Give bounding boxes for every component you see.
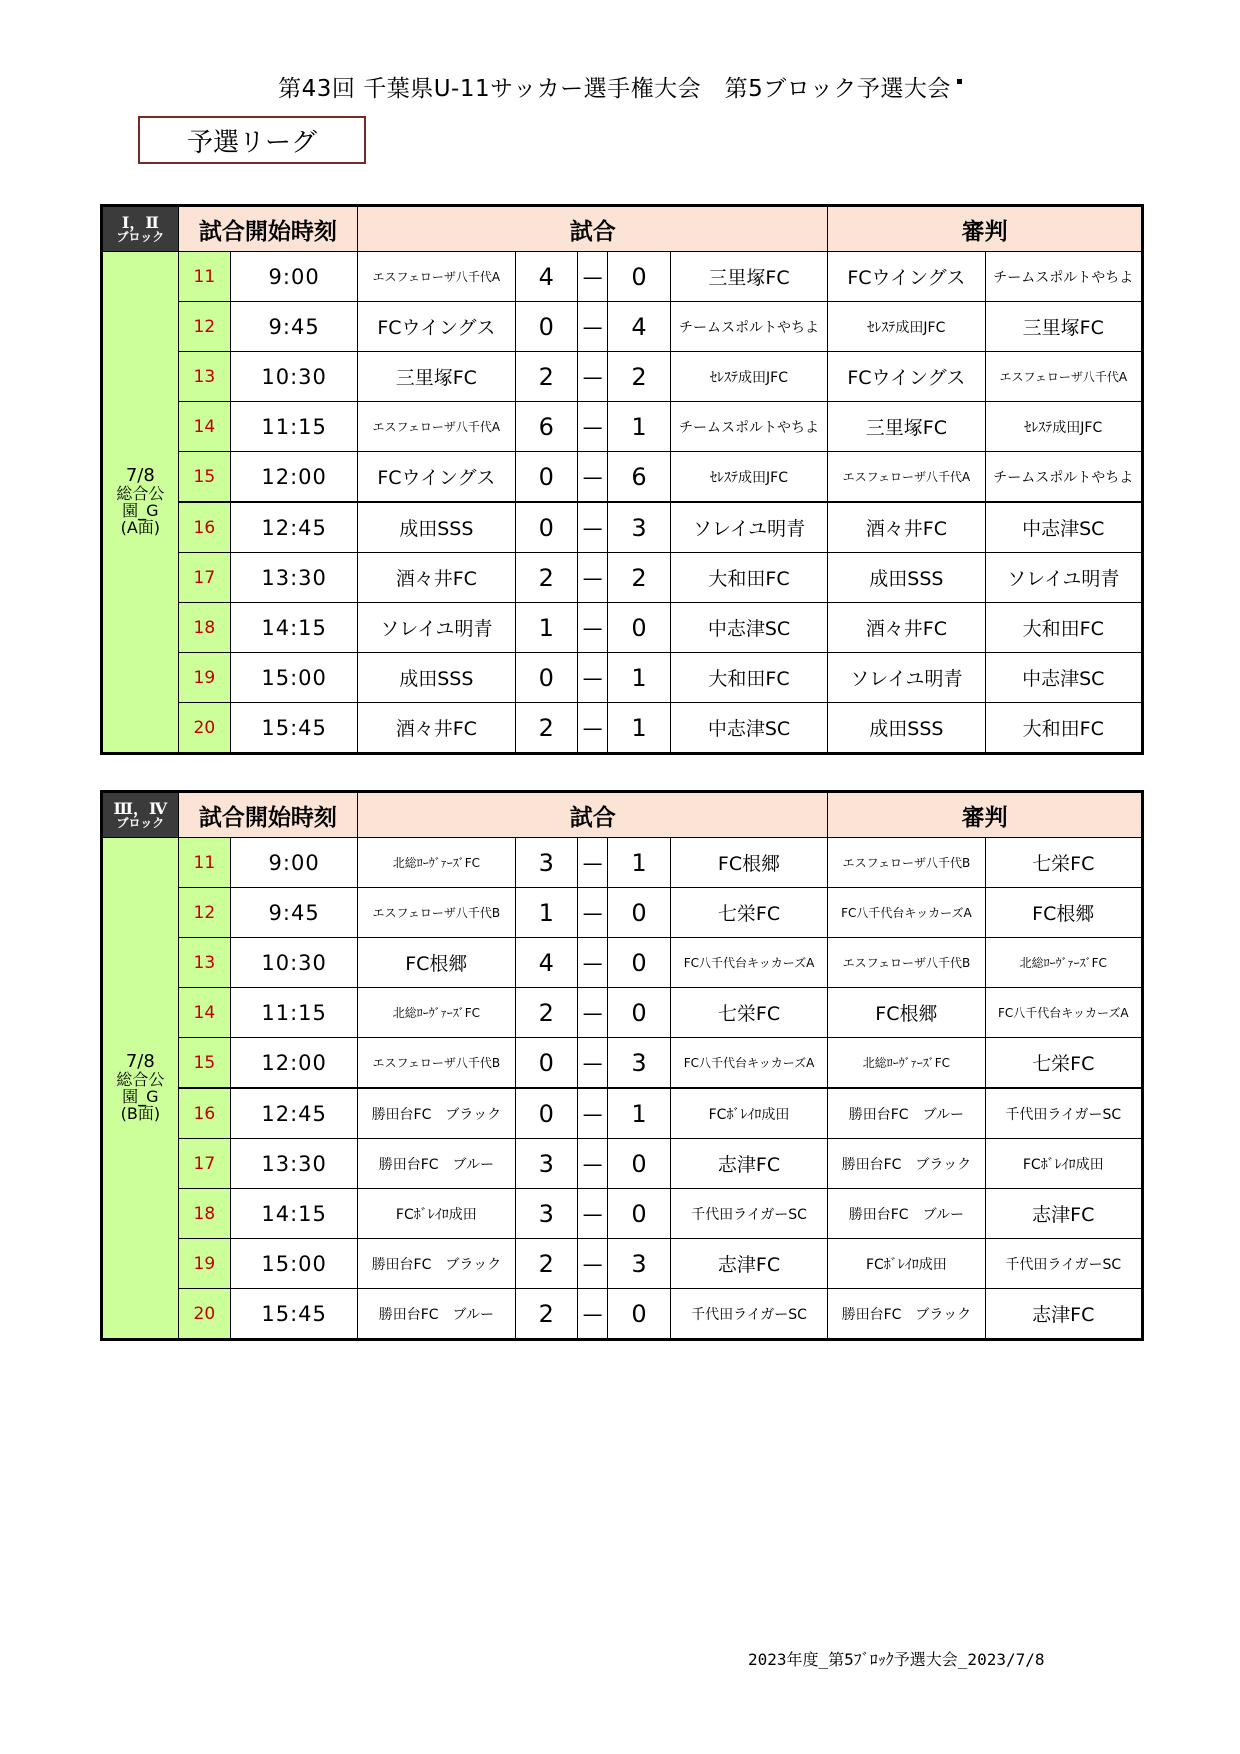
- start-time: 9:00: [231, 838, 358, 888]
- venue-line: (B面): [120, 1103, 161, 1123]
- referee-header: 審判: [828, 792, 1143, 838]
- start-time: 9:45: [231, 302, 358, 352]
- header-row: [102, 792, 1143, 838]
- home-team: ソレイユ明青: [358, 603, 515, 653]
- referee-1: FCウイングス: [828, 252, 985, 302]
- home-team: エスフェローザ八千代A: [358, 252, 515, 302]
- venue-line: 園_G: [122, 1087, 159, 1107]
- score-dash: —: [578, 1088, 608, 1139]
- start-time: 15:45: [231, 1289, 358, 1340]
- table-row: [102, 988, 1143, 1038]
- match-number: 15: [178, 452, 230, 503]
- home-team: FCウイングス: [358, 452, 515, 503]
- match-number: 16: [178, 502, 230, 553]
- title-dot-mark: [957, 79, 962, 84]
- stage-label: 予選リーグ: [138, 116, 366, 164]
- home-score: 0: [515, 1088, 578, 1139]
- away-team: 千代田ライガーSC: [670, 1289, 827, 1340]
- home-team: 酒々井FC: [358, 553, 515, 603]
- home-team: FCウイングス: [358, 302, 515, 352]
- match-number: 16: [178, 1088, 230, 1139]
- block-label: Ⅲ，Ⅳ: [113, 798, 168, 818]
- table-row: [102, 888, 1143, 938]
- referee-1: 酒々井FC: [828, 603, 985, 653]
- table-row: [102, 1038, 1143, 1089]
- referee-header: 審判: [828, 206, 1143, 252]
- referee-2: 大和田FC: [985, 703, 1142, 754]
- away-score: 0: [608, 603, 671, 653]
- table-row: [102, 603, 1143, 653]
- page-title: [0, 70, 1240, 103]
- referee-1: 成田SSS: [828, 553, 985, 603]
- score-dash: —: [578, 302, 608, 352]
- away-team: ソレイユ明青: [670, 502, 827, 553]
- match-number: 18: [178, 603, 230, 653]
- home-score: 2: [515, 703, 578, 754]
- start-time: 12:00: [231, 452, 358, 503]
- match-number: 20: [178, 703, 230, 754]
- page-title-text: 第43回 千葉県U-11サッカー選手権大会 第5ブロック予選大会: [278, 76, 951, 102]
- home-team: 三里塚FC: [358, 352, 515, 402]
- home-team: エスフェローザ八千代B: [358, 1038, 515, 1089]
- score-dash: —: [578, 988, 608, 1038]
- referee-2: 志津FC: [985, 1289, 1142, 1340]
- home-score: 4: [515, 252, 578, 302]
- away-team: 大和田FC: [670, 653, 827, 703]
- referee-1: ソレイユ明青: [828, 653, 985, 703]
- venue-line: 総合公: [116, 484, 165, 504]
- score-dash: —: [578, 1038, 608, 1089]
- referee-2: チームスポルトやちよ: [985, 452, 1142, 503]
- away-team: FCﾎﾞﾚｲﾛ成田: [670, 1088, 827, 1139]
- away-score: 2: [608, 352, 671, 402]
- home-team: FCﾎﾞﾚｲﾛ成田: [358, 1189, 515, 1239]
- away-score: 2: [608, 553, 671, 603]
- home-score: 4: [515, 938, 578, 988]
- venue-cell: [102, 838, 179, 1340]
- home-score: 0: [515, 653, 578, 703]
- score-dash: —: [578, 938, 608, 988]
- referee-2: 七栄FC: [985, 838, 1142, 888]
- referee-2: 中志津SC: [985, 653, 1142, 703]
- referee-2: FC根郷: [985, 888, 1142, 938]
- away-score: 0: [608, 938, 671, 988]
- home-score: 0: [515, 452, 578, 503]
- referee-1: 三里塚FC: [828, 402, 985, 452]
- away-score: 0: [608, 888, 671, 938]
- referee-1: 北総ﾛｰｳﾞｧｰｽﾞFC: [828, 1038, 985, 1089]
- away-score: 6: [608, 452, 671, 503]
- away-score: 1: [608, 402, 671, 452]
- start-time: 9:45: [231, 888, 358, 938]
- match-header: 試合: [358, 206, 828, 252]
- start-time: 11:15: [231, 988, 358, 1038]
- referee-1: ｾﾚｽﾃ成田JFC: [828, 302, 985, 352]
- home-team: 成田SSS: [358, 502, 515, 553]
- home-team: 勝田台FC ブラック: [358, 1088, 515, 1139]
- home-score: 2: [515, 1239, 578, 1289]
- match-number: 11: [178, 838, 230, 888]
- match-number: 19: [178, 1239, 230, 1289]
- home-team: 勝田台FC ブラック: [358, 1239, 515, 1289]
- match-number: 18: [178, 1189, 230, 1239]
- block-label-cell: [102, 206, 179, 252]
- away-score: 0: [608, 1289, 671, 1340]
- away-score: 0: [608, 988, 671, 1038]
- away-team: 三里塚FC: [670, 252, 827, 302]
- table-row: [102, 653, 1143, 703]
- home-team: 勝田台FC ブルー: [358, 1289, 515, 1340]
- referee-2: ソレイユ明青: [985, 553, 1142, 603]
- score-dash: —: [578, 1289, 608, 1340]
- table-row: [102, 252, 1143, 302]
- away-score: 1: [608, 1088, 671, 1139]
- venue-cell: [102, 252, 179, 754]
- referee-1: 勝田台FC ブルー: [828, 1088, 985, 1139]
- away-team: チームスポルトやちよ: [670, 402, 827, 452]
- referee-2: チームスポルトやちよ: [985, 252, 1142, 302]
- away-score: 3: [608, 1038, 671, 1089]
- referee-1: 勝田台FC ブラック: [828, 1139, 985, 1189]
- score-dash: —: [578, 252, 608, 302]
- start-time: 11:15: [231, 402, 358, 452]
- home-team: FC根郷: [358, 938, 515, 988]
- score-dash: —: [578, 603, 608, 653]
- away-team: 志津FC: [670, 1139, 827, 1189]
- away-team: FC八千代台キッカーズA: [670, 1038, 827, 1089]
- home-team: 酒々井FC: [358, 703, 515, 754]
- venue-line: 7/8: [125, 1051, 155, 1073]
- match-number: 13: [178, 938, 230, 988]
- referee-2: FC八千代台キッカーズA: [985, 988, 1142, 1038]
- referee-2: 千代田ライガーSC: [985, 1088, 1142, 1139]
- table-row: [102, 838, 1143, 888]
- match-number: 12: [178, 302, 230, 352]
- start-time: 13:30: [231, 1139, 358, 1189]
- away-team: 中志津SC: [670, 603, 827, 653]
- referee-1: エスフェローザ八千代B: [828, 938, 985, 988]
- home-score: 3: [515, 838, 578, 888]
- referee-1: FCﾎﾞﾚｲﾛ成田: [828, 1239, 985, 1289]
- venue-line: 総合公: [116, 1070, 165, 1090]
- schedule-table: [100, 204, 1144, 755]
- match-number: 14: [178, 402, 230, 452]
- start-time: 15:45: [231, 703, 358, 754]
- block-label: Ⅰ，Ⅱ: [121, 212, 159, 232]
- home-score: 1: [515, 888, 578, 938]
- score-dash: —: [578, 452, 608, 503]
- match-number: 20: [178, 1289, 230, 1340]
- home-team: 北総ﾛｰｳﾞｧｰｽﾞFC: [358, 838, 515, 888]
- home-team: エスフェローザ八千代B: [358, 888, 515, 938]
- score-dash: —: [578, 1239, 608, 1289]
- referee-2: 北総ﾛｰｳﾞｧｰｽﾞFC: [985, 938, 1142, 988]
- table-row: [102, 302, 1143, 352]
- start-time: 14:15: [231, 1189, 358, 1239]
- referee-1: 勝田台FC ブラック: [828, 1289, 985, 1340]
- score-dash: —: [578, 888, 608, 938]
- home-score: 2: [515, 988, 578, 1038]
- table-row: [102, 1289, 1143, 1340]
- table-row: [102, 703, 1143, 754]
- home-score: 0: [515, 502, 578, 553]
- referee-1: 勝田台FC ブルー: [828, 1189, 985, 1239]
- referee-1: エスフェローザ八千代B: [828, 838, 985, 888]
- match-number: 15: [178, 1038, 230, 1089]
- referee-1: FC根郷: [828, 988, 985, 1038]
- match-header: 試合: [358, 792, 828, 838]
- table-row: [102, 553, 1143, 603]
- match-number: 12: [178, 888, 230, 938]
- referee-1: FC八千代台キッカーズA: [828, 888, 985, 938]
- home-score: 3: [515, 1189, 578, 1239]
- home-team: 成田SSS: [358, 653, 515, 703]
- score-dash: —: [578, 1139, 608, 1189]
- referee-2: 七栄FC: [985, 1038, 1142, 1089]
- home-score: 2: [515, 553, 578, 603]
- away-team: 大和田FC: [670, 553, 827, 603]
- table-row: [102, 352, 1143, 402]
- match-number: 19: [178, 653, 230, 703]
- time-header: 試合開始時刻: [178, 792, 358, 838]
- away-score: 3: [608, 1239, 671, 1289]
- venue-line: 園_G: [122, 501, 159, 521]
- home-team: エスフェローザ八千代A: [358, 402, 515, 452]
- table-row: [102, 1239, 1143, 1289]
- referee-2: エスフェローザ八千代A: [985, 352, 1142, 402]
- score-dash: —: [578, 838, 608, 888]
- home-score: 2: [515, 352, 578, 402]
- match-number: 14: [178, 988, 230, 1038]
- away-team: FC八千代台キッカーズA: [670, 938, 827, 988]
- start-time: 10:30: [231, 352, 358, 402]
- block-label-cell: [102, 792, 179, 838]
- table-row: [102, 1088, 1143, 1139]
- away-score: 4: [608, 302, 671, 352]
- home-score: 3: [515, 1139, 578, 1189]
- start-time: 9:00: [231, 252, 358, 302]
- match-number: 17: [178, 553, 230, 603]
- home-score: 0: [515, 1038, 578, 1089]
- venue-line: (A面): [120, 517, 161, 537]
- venue-line: 7/8: [125, 465, 155, 487]
- score-dash: —: [578, 653, 608, 703]
- score-dash: —: [578, 553, 608, 603]
- away-score: 1: [608, 703, 671, 754]
- referee-2: 千代田ライガーSC: [985, 1239, 1142, 1289]
- away-team: FC根郷: [670, 838, 827, 888]
- match-number: 13: [178, 352, 230, 402]
- score-dash: —: [578, 1189, 608, 1239]
- away-score: 1: [608, 838, 671, 888]
- start-time: 12:45: [231, 502, 358, 553]
- score-dash: —: [578, 703, 608, 754]
- score-dash: —: [578, 502, 608, 553]
- score-dash: —: [578, 352, 608, 402]
- referee-1: FCウイングス: [828, 352, 985, 402]
- table-row: [102, 938, 1143, 988]
- start-time: 12:00: [231, 1038, 358, 1089]
- score-dash: —: [578, 402, 608, 452]
- away-score: 0: [608, 1139, 671, 1189]
- start-time: 10:30: [231, 938, 358, 988]
- footer-text: 2023年度_第5ﾌﾞﾛｯｸ予選大会_2023/7/8: [748, 1650, 1045, 1669]
- away-score: 3: [608, 502, 671, 553]
- home-score: 1: [515, 603, 578, 653]
- table-row: [102, 502, 1143, 553]
- time-header: 試合開始時刻: [178, 206, 358, 252]
- home-team: 北総ﾛｰｳﾞｧｰｽﾞFC: [358, 988, 515, 1038]
- referee-2: 中志津SC: [985, 502, 1142, 553]
- home-score: 6: [515, 402, 578, 452]
- away-team: 七栄FC: [670, 988, 827, 1038]
- match-number: 17: [178, 1139, 230, 1189]
- start-time: 14:15: [231, 603, 358, 653]
- away-score: 0: [608, 1189, 671, 1239]
- away-team: 千代田ライガーSC: [670, 1189, 827, 1239]
- header-row: [102, 206, 1143, 252]
- referee-1: エスフェローザ八千代A: [828, 452, 985, 503]
- away-team: ｾﾚｽﾃ成田JFC: [670, 352, 827, 402]
- block-sub-label: ブロック: [116, 230, 165, 245]
- away-team: チームスポルトやちよ: [670, 302, 827, 352]
- match-number: 11: [178, 252, 230, 302]
- table-row: [102, 1189, 1143, 1239]
- away-score: 0: [608, 252, 671, 302]
- referee-2: 三里塚FC: [985, 302, 1142, 352]
- table-row: [102, 1139, 1143, 1189]
- away-team: ｾﾚｽﾃ成田JFC: [670, 452, 827, 503]
- schedule-table: [100, 790, 1144, 1341]
- start-time: 15:00: [231, 653, 358, 703]
- away-team: 中志津SC: [670, 703, 827, 754]
- away-team: 七栄FC: [670, 888, 827, 938]
- start-time: 12:45: [231, 1088, 358, 1139]
- start-time: 13:30: [231, 553, 358, 603]
- away-team: 志津FC: [670, 1239, 827, 1289]
- home-score: 0: [515, 302, 578, 352]
- home-team: 勝田台FC ブルー: [358, 1139, 515, 1189]
- referee-2: FCﾎﾞﾚｲﾛ成田: [985, 1139, 1142, 1189]
- referee-1: 成田SSS: [828, 703, 985, 754]
- home-score: 2: [515, 1289, 578, 1340]
- referee-1: 酒々井FC: [828, 502, 985, 553]
- block-sub-label: ブロック: [116, 816, 165, 831]
- referee-2: 大和田FC: [985, 603, 1142, 653]
- referee-2: 志津FC: [985, 1189, 1142, 1239]
- table-row: [102, 402, 1143, 452]
- start-time: 15:00: [231, 1239, 358, 1289]
- away-score: 1: [608, 653, 671, 703]
- table-row: [102, 452, 1143, 503]
- referee-2: ｾﾚｽﾃ成田JFC: [985, 402, 1142, 452]
